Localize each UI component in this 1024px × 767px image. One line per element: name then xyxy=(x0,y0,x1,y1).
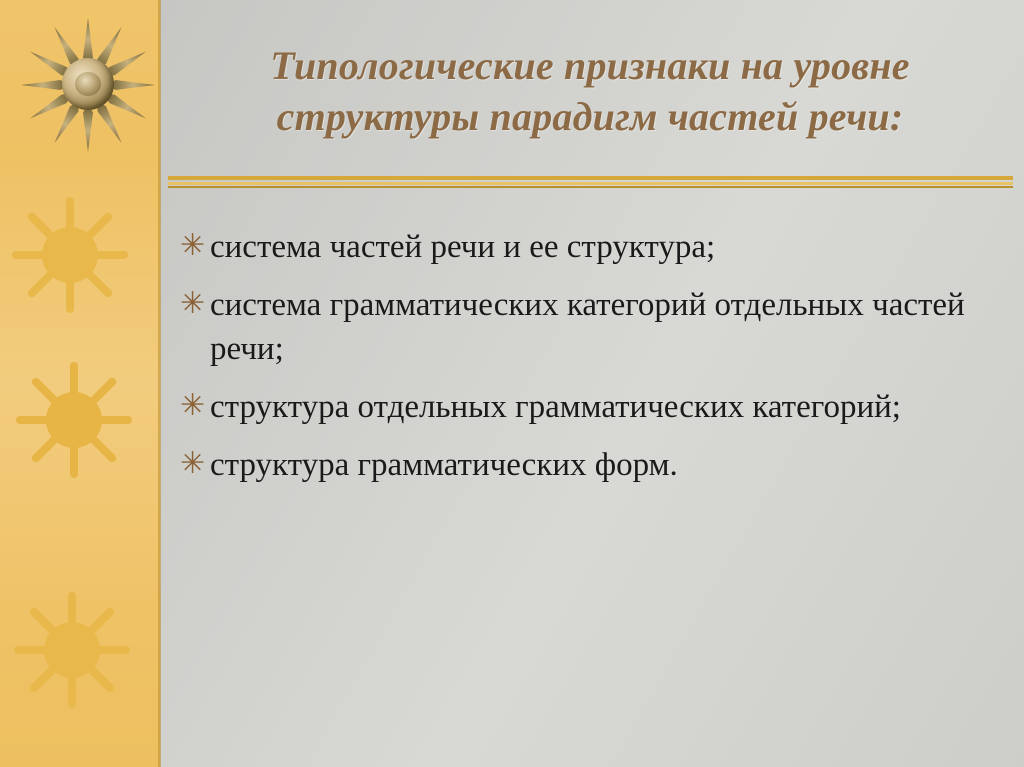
list-item xyxy=(180,226,980,270)
list-item xyxy=(180,386,980,430)
sun-icon xyxy=(14,360,134,480)
title-divider-rules xyxy=(168,176,1013,188)
sun-icon xyxy=(12,590,132,710)
star-bullet-icon: ✳ xyxy=(180,229,206,262)
list-item xyxy=(180,284,980,372)
list-item xyxy=(180,444,980,488)
divider-line-middle xyxy=(168,182,1013,185)
slide-title: Типологические признаки на уровне структуры парадигм частей речи: xyxy=(270,43,910,140)
list-item-text: система частей речи и ее структура; xyxy=(210,229,716,265)
band-edge-divider xyxy=(158,0,161,767)
star-bullet-icon: ✳ xyxy=(180,286,206,320)
bullet-list xyxy=(180,226,980,501)
star-bullet-icon: ✳ xyxy=(180,446,206,480)
list-item-text: структура грамматических форм. xyxy=(210,446,678,483)
sun-icon xyxy=(10,195,130,315)
star-bullet-icon: ✳ xyxy=(180,388,206,422)
divider-line-top xyxy=(168,176,1013,180)
list-item-text: структура отдельных грамматических категорий; xyxy=(210,388,901,425)
ornate-sun-icon xyxy=(22,18,152,153)
list-item-text: система грамматических категорий отдельных частей речи; xyxy=(210,286,965,367)
slide-title-container xyxy=(180,40,1000,142)
divider-line-bottom xyxy=(168,186,1013,188)
